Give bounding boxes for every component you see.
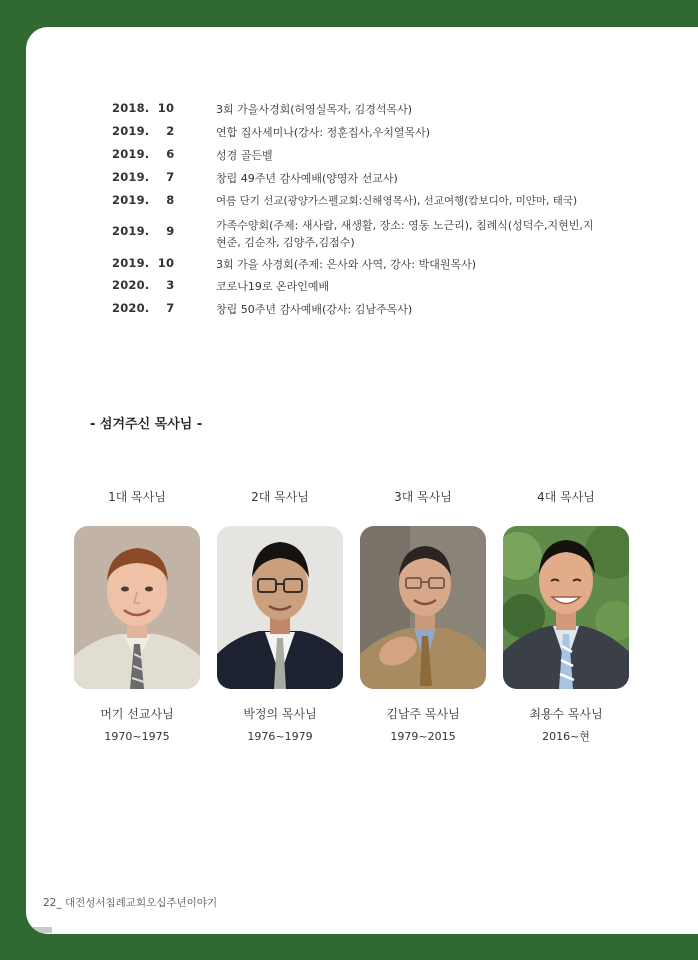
pastor-years: 1976~1979 bbox=[247, 730, 313, 743]
timeline-date: 2019. 6 bbox=[112, 147, 175, 161]
timeline-event: 연합 집사세미나(강사: 정훈집사,우치열목사) bbox=[216, 126, 431, 139]
pastor-years: 1970~1975 bbox=[104, 730, 170, 743]
timeline-event: 성경 골든벨 bbox=[216, 149, 273, 162]
timeline-event: 코로나19로 온라인예배 bbox=[216, 280, 330, 293]
pastor-name: 박정의 목사님 bbox=[243, 707, 317, 721]
pastor-name: 최용수 목사님 bbox=[529, 707, 603, 721]
timeline-event: 창립 50주년 감사예배(강사: 김남주목사) bbox=[216, 303, 413, 316]
timeline-event: 3회 가을사경회(허영실목자, 김경석목사) bbox=[216, 103, 413, 116]
timeline-event: 3회 가을 사경회(주제: 은사와 사역, 강사: 박대원목사) bbox=[216, 258, 476, 271]
timeline-date: 2019. 8 bbox=[112, 193, 175, 207]
timeline-event: 창립 49주년 감사예배(양영자 선교사) bbox=[216, 172, 398, 185]
timeline-date: 2019. 10 bbox=[112, 256, 175, 270]
pastor-order: 4대 목사님 bbox=[537, 490, 595, 504]
timeline-date: 2019. 7 bbox=[112, 170, 175, 184]
pastor-photo bbox=[74, 526, 200, 689]
pastor-card bbox=[215, 487, 345, 746]
pastor-card bbox=[358, 487, 488, 746]
pastor-photo bbox=[217, 526, 343, 689]
timeline-date: 2020. 3 bbox=[112, 278, 175, 292]
timeline-date: 2019. 9 bbox=[112, 224, 175, 238]
pastor-order: 1대 목사님 bbox=[108, 490, 166, 504]
pastor-years: 2016~현 bbox=[542, 730, 590, 743]
pastor-name: 머기 선교사님 bbox=[100, 707, 174, 721]
pastor-order: 2대 목사님 bbox=[251, 490, 309, 504]
timeline-event: 가족수양회(주제: 새사람, 새생활, 장소: 영동 노근리), 침례식(성덕수,지현빈,지현준, 김순자, 김양주,김점수) bbox=[216, 219, 594, 249]
timeline-event: 여름 단기 선교(광양가스펠교회:신해영목사), 선교여행(캄보디아, 미얀마, 태국) bbox=[216, 195, 578, 207]
pastor-card bbox=[501, 487, 631, 746]
section-title: - 섬겨주신 목사님 - bbox=[90, 417, 203, 432]
timeline-date: 2019. 2 bbox=[112, 124, 175, 138]
footer-page-label: 22_ 대전성서침례교회오십주년이야기 bbox=[43, 897, 218, 909]
page-sheet bbox=[26, 27, 698, 934]
pastor-photo bbox=[360, 526, 486, 689]
pastor-photo bbox=[503, 526, 629, 689]
pastor-name: 김남주 목사님 bbox=[386, 707, 460, 721]
timeline-date: 2020. 7 bbox=[112, 301, 175, 315]
pastor-order: 3대 목사님 bbox=[394, 490, 452, 504]
timeline-date: 2018. 10 bbox=[112, 101, 175, 115]
pastor-years: 1979~2015 bbox=[390, 730, 456, 743]
footer-accent-bar bbox=[26, 927, 52, 933]
pastor-card bbox=[72, 487, 202, 746]
